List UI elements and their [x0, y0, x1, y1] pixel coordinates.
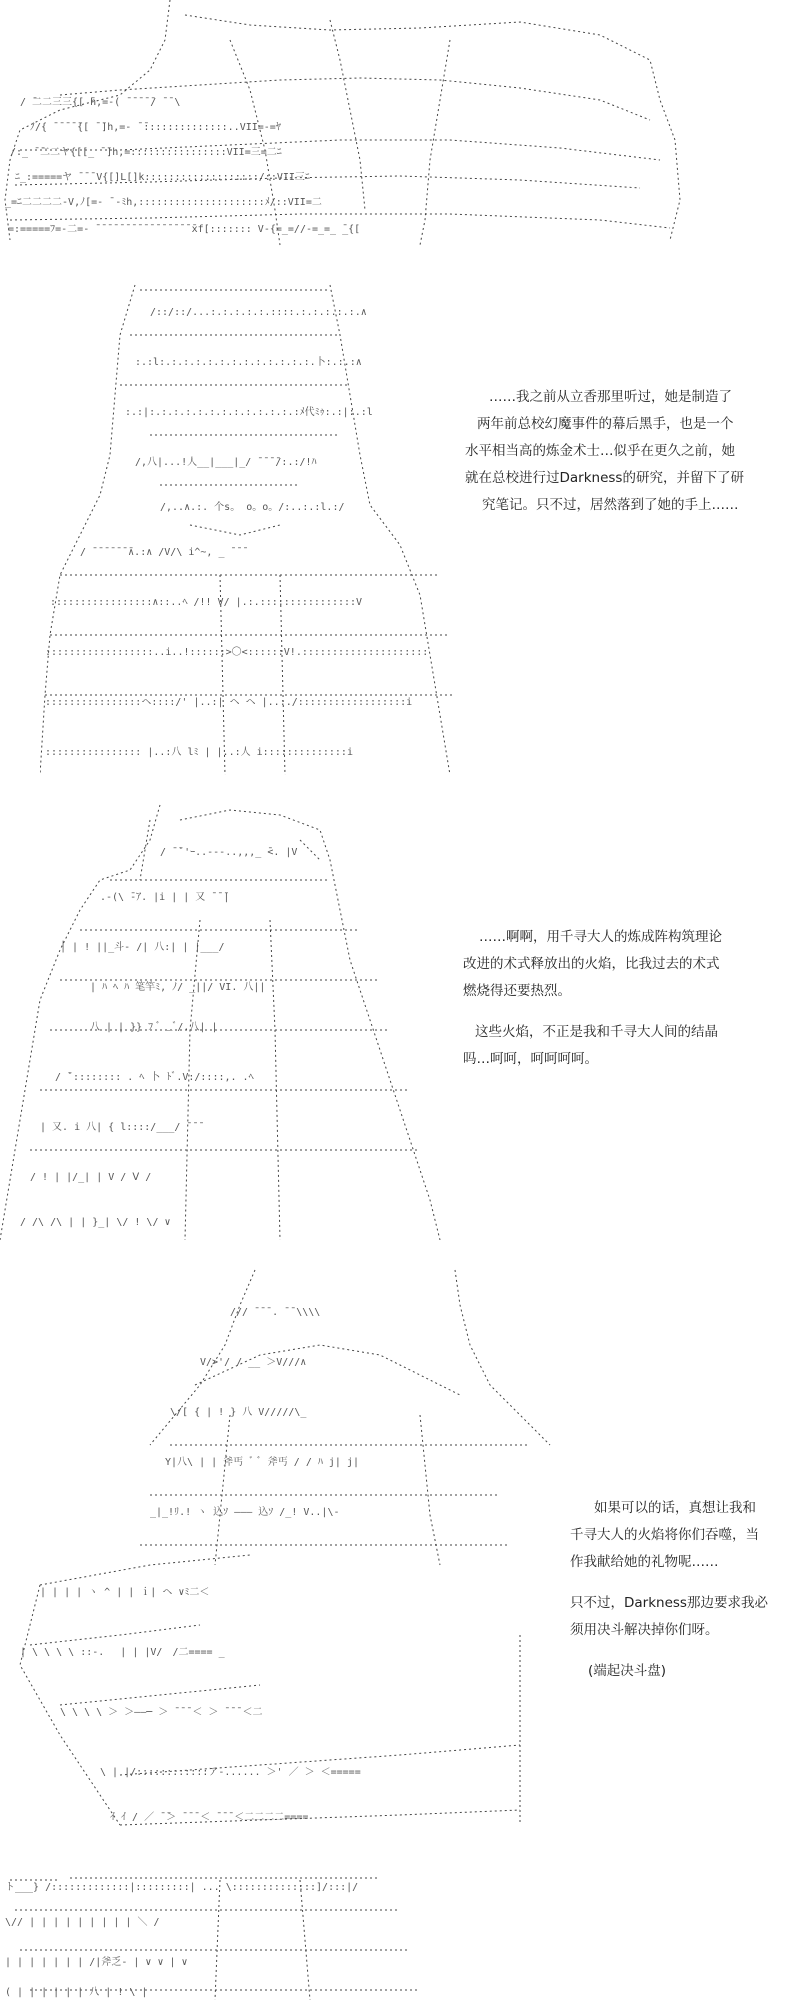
- ascii-art-figure-1-drawing: [0, 0, 690, 250]
- ascii-art-figure-3-drawing: [0, 800, 450, 1240]
- action-note: (端起决斗盘): [588, 1663, 667, 1679]
- svg-text:/,..∧.:. 个s。 o。o。/:..:.:l.:/: /,..∧.:. 个s。 o。o。/:..:.:l.:/: [160, 502, 345, 513]
- svg-text:_=ﾆ二二二二-V,ﾉ[=- ̄ -ﾐh,:::::::::: _=ﾆ二二二二-V,ﾉ[=- ̄ -ﾐh,:::::::::::::::::::::ﾒ/::VII=二: [5, 197, 322, 208]
- dialogue-line: 究笔记。只不过，居然落到了她的手上……: [482, 497, 739, 513]
- svg-text:V/>'/ / __ ＞V/: V/>'/ / __ ＞V///∧: [200, 1357, 307, 1368]
- dialogue-text-1: [465, 384, 744, 519]
- svg-text:::::::::::::::::ヘ::::/' |..:|: ::::::::::::::::ヘ::::/' |..:| ヘ ヘ |..:./::::::::::::::::::i: [45, 697, 413, 708]
- dialogue-line: 燃烧得还要热烈。: [463, 983, 571, 999]
- dialogue-text-2: [463, 924, 722, 1073]
- svg-text:=:=====ﾌ=-二=- ̄ ̄ ̄ ̄ ̄ ̄ ̄ ̄: =:=====ﾌ=-二=- ̄ ̄ ̄ ̄ ̄ ̄ ̄ ̄ ̄ ̄ ̄ ̄ ̄ ̄ ̄ ̄ ̄xf[::::::: V-{=_=//-=_=_ ̄_{[: [8, 224, 361, 235]
- svg-text:/ ̄`:::::::: . ﾍ 卜 ﾄﾞ.V:/::::: / ̄`:::::::: . ﾍ 卜 ﾄﾞ.V:/::::,. .ﾍ: [55, 1072, 254, 1083]
- svg-text:ト___} /:::::::::::::|::::::::: ト___} /:::::::::::::|:::::::::| ... \::::::::::::::]/:::|/: [5, 1882, 359, 1893]
- dialogue-line: 作我献给她的礼物呢……: [570, 1554, 719, 1570]
- svg-text:\/[ { | ! } 八 V///: \/[ { | ! } 八 V/////\_: [170, 1407, 307, 1418]
- paragraph-gap: [463, 1005, 722, 1019]
- svg-text::::::::::::::::: |..:八 l: :::::::::::::::: |..:八 lﾐ | |..:人 i::::::::::::::i: [45, 747, 353, 758]
- svg-text:ﾆ_:=====ヤ ̄ ̄ ̄ V{[]L[]k::::::: ﾆ_:=====ヤ ̄ ̄ ̄ V{[]L[]k:::::::::::::::::::/::VII三ﾆ: [15, 172, 310, 183]
- dialogue-line: 须用决斗解决掉你们呀。: [570, 1622, 719, 1638]
- dialogue-line: 这些火焰，不正是我和千寻大人间的结晶: [475, 1024, 718, 1040]
- dialogue-line: 水平相当高的炼金术士…似乎在更久之前，她: [465, 443, 735, 459]
- svg-text:/,八|...!人__|___|_/ ̄ ̄ ̄ ̄/:.:: /,八|...!人__|___|_/ ̄ ̄ ̄ ̄/:.:/!ﾊ: [135, 457, 317, 468]
- ascii-art-figure-5-drawing: [0, 1870, 440, 2000]
- dialogue-line: 就在总校进行过Darkness的研究，并留下了研: [465, 470, 744, 486]
- svg-text:│ | ! ||_斗- /| 八:| | |__: │ | ! ||_斗- /| 八:| | |___/: [60, 942, 225, 953]
- dialogue-line: ……啊啊，用千寻大人的炼成阵构筑理论: [479, 929, 722, 945]
- svg-text:::::::::::::::::::..i..!::::::: ::::::::::::::::::..i..!::::::>〇<::::::V!.:::::::::::::::::::::: [45, 647, 429, 658]
- svg-text:/ ! | |/_| | V /: / ! | |/_| | V / Ⅴ /: [30, 1172, 152, 1183]
- ascii-art-figure-2-drawing: [40, 275, 480, 775]
- svg-text:八 | | }} ﾌ ﾞ _ﾞ/.八| |: 八 | | }} ﾌ ﾞ _ﾞ/.八| |: [90, 1022, 218, 1033]
- dialogue-line: ……我之前从立香那里听过，她是制造了: [489, 389, 732, 405]
- svg-text:\ \ \ \ ＞ ＞——─ ＞ ̄ ̄ ̄ ＜ ＞: \ \ \ \ ＞ ＞——─ ＞ ̄ ̄ ̄ ＜ ＞ ̄ ̄ ̄ ＜二: [60, 1707, 263, 1718]
- svg-text:| | | | ヽ ^ | |: | | | | ヽ ^ | | ｉ| ヘ ∨ﾐ二＜: [40, 1587, 210, 1598]
- svg-text:/// ̄ ̄ ̄ . ̄ ̄: /// ̄ ̄ ̄ . ̄ ̄ \\\\: [230, 1307, 321, 1318]
- ascii-art-figure-3: [0, 800, 450, 1240]
- svg-text:| 又. i 八| { l::::/__: | 又. i 八| { l::::/___/ ̄ ̄ ̄: [40, 1122, 199, 1133]
- svg-text:/::/::/...:.:.:.:.:.::::.:.:.:: /::/::/...:.:.:.:.:.::::.:.:.:.:.:.∧: [150, 307, 367, 318]
- svg-text:\// | | | | | | | |: \// | | | | | | | | | ＼ /: [5, 1917, 160, 1928]
- svg-text:/ ̄ ̄`'ｰ..---..,,,_ ̄<. |V: / ̄ ̄`'ｰ..---..,,,_ ̄<. |V: [160, 847, 298, 858]
- svg-text:\ | |/::::::::::::ア-...... ＞': \ | |/::::::::::::ア-...... ＞' ／ ＞ ＜=====: [100, 1767, 361, 1778]
- dialogue-line: 改进的术式释放出的火焰，比我过去的术式: [463, 956, 720, 972]
- svg-text::.:|:.:.:.:.:.:.:.:.:.:.:.:.:ﾒ: :.:|:.:.:.:.:.:.:.:.:.:.:.:.:ﾒ代ﾐｩ:.:|:.:l: [125, 407, 373, 418]
- ascii-art-figure-4-drawing: [0, 1265, 560, 1835]
- dialogue-line: 只不过，Darkness那边要求我必: [570, 1595, 768, 1611]
- dialogue-text-3: [570, 1495, 768, 1685]
- svg-text:/ /\ /\ | | }_| \/: / /\ /\ | | }_| \/ ! \/ ∨: [20, 1217, 171, 1228]
- svg-text:.-(\ ̄-ｱ. |i | | 又 ̄ ̄: .-(\ ̄-ｱ. |i | | 又 ̄ ̄ ̄|: [100, 892, 230, 903]
- svg-text:/ ̄ ̄ ̄ ̄ ̄ ̄ ̄∧.:∧ /V/\ i: / ̄ ̄ ̄ ̄ ̄ ̄ ̄∧.:∧ /V/\ i^~, _ ̄ ̄ ̄: [80, 547, 243, 558]
- svg-text:_|_!ﾘ.! ヽ 込ｿ ——— 込ｿ /_! V..|\: _|_!ﾘ.! ヽ 込ｿ ——— 込ｿ /_! V..|\-: [150, 1507, 340, 1518]
- paragraph-gap: [570, 1576, 768, 1590]
- ascii-art-figure-1: [0, 0, 690, 250]
- svg-text:/ ̄二二三三{[ ̄h,=-( ̄ ̄ ̄ ̄ ̄/ ̄: / ̄二二三三{[ ̄h,=-( ̄ ̄ ̄ ̄ ̄/ ̄ ̄ \: [20, 97, 181, 108]
- svg-text:ﾉ/{ ̄ ̄ ̄ ̄ ̄{[ ̄ ̄]h,=- ̄ ̄::: ﾉ/{ ̄ ̄ ̄ ̄ ̄{[ ̄ ̄]h,=- ̄ ̄::::::::::::::..VII=-=ﾔ: [30, 122, 281, 133]
- svg-text:( | | | | | | 八 | !: ( | | | | | | 八 | ! \ |: [5, 1987, 148, 1998]
- svg-text::::::::::::::::::∧::..ﾍ /!!: :::::::::::::::::∧::..ﾍ /!! V/ |.:.::::::::::::::::V: [50, 597, 363, 608]
- dialogue-line: 千寻大人的火焰将你们吞噬，当: [570, 1527, 759, 1543]
- ascii-art-figure-2: [40, 275, 480, 775]
- svg-text:| | | | | | | /|斧乏- |: | | | | | | | /|斧乏- | ∨ ∨ | ∨: [5, 1957, 188, 1968]
- svg-text:| ﾊ ﾍ ﾊ 笔竿ﾐ, ﾉ/ _||/ VI. 八||: | ﾊ ﾍ ﾊ 笔竿ﾐ, ﾉ/ _||/ VI. 八||: [90, 982, 266, 993]
- ascii-art-figure-4: [0, 1265, 560, 1835]
- dialogue-line: 如果可以的话，真想让我和: [594, 1500, 756, 1516]
- svg-text::.:l:.:.:.:.:.:.:.:.:.:.:.:.:.: :.:l:.:.:.:.:.:.:.:.:.:.:.:.:.卜:.:.:∧: [135, 357, 362, 368]
- paragraph-gap: [570, 1644, 768, 1658]
- svg-text:Y|八\ | | 斧丐 ﾞ ﾞ 斧丐 / / ﾊ j|: Y|八\ | | 斧丐 ﾞ ﾞ 斧丐 / / ﾊ j| j|: [165, 1457, 359, 1468]
- svg-text:| \ \ \ \ ::-. | | |V/: | \ \ \ \ ::-. | | |V/ /二==== _: [20, 1647, 225, 1658]
- ascii-art-figure-5: [0, 1870, 440, 2000]
- svg-text:ｲ ｲ / ／ ̄ ̄＞ ̄ ̄ ̄ ＜ ̄ ̄ ̄: ｲ ｲ / ／ ̄ ̄＞ ̄ ̄ ̄ ＜ ̄ ̄ ̄ ＜二二二二====: [110, 1812, 309, 1823]
- dialogue-line: 吗…呵呵，呵呵呵呵。: [463, 1051, 598, 1067]
- svg-text:/:_ ̄ ̄二二ヤ{[[_ ̄ ̄]h,=::::::::: /:_ ̄ ̄二二ヤ{[[_ ̄ ̄]h,=::::::::::::::::VII=三=二ﾆ: [10, 147, 282, 158]
- dialogue-line: 两年前总校幻魔事件的幕后黑手，也是一个: [477, 416, 734, 432]
